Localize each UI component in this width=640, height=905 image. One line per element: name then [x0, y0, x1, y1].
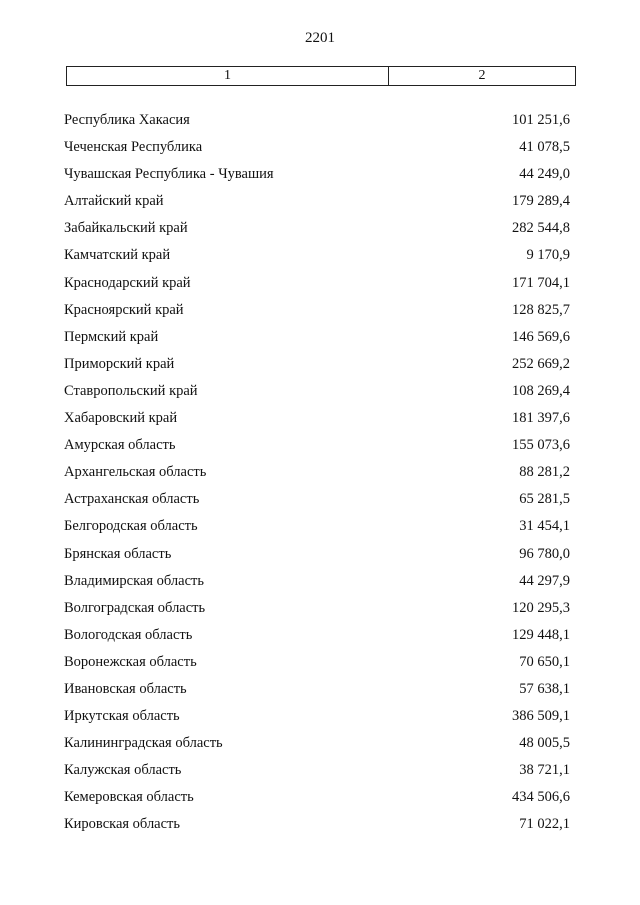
table-row — [0, 381, 640, 408]
region-name: Забайкальский край — [64, 220, 188, 237]
region-name: Ставропольский край — [64, 382, 198, 399]
region-name: Кемеровская область — [64, 789, 194, 806]
table-column-header — [66, 66, 576, 86]
region-value: 57 638,1 — [519, 680, 570, 697]
region-value: 44 297,9 — [519, 572, 570, 589]
region-name: Хабаровский край — [64, 410, 178, 427]
region-name: Астраханская область — [64, 491, 200, 508]
table-row — [0, 245, 640, 272]
table-row — [0, 516, 640, 543]
region-name: Волгоградская область — [64, 599, 206, 616]
region-value: 146 569,6 — [512, 328, 570, 345]
table-row — [0, 733, 640, 760]
region-name: Калужская область — [64, 762, 182, 779]
region-value: 434 506,6 — [512, 789, 570, 806]
table-row — [0, 273, 640, 300]
region-value: 31 454,1 — [519, 518, 570, 535]
table-row — [0, 652, 640, 679]
region-value: 44 249,0 — [519, 166, 570, 183]
table-row — [0, 679, 640, 706]
region-name: Республика Хакасия — [64, 112, 190, 128]
region-name: Брянская область — [64, 545, 172, 562]
region-name: Амурская область — [64, 437, 176, 454]
region-name: Красноярский край — [64, 301, 184, 318]
table-row — [0, 760, 640, 787]
table-row — [0, 571, 640, 598]
table-row — [0, 435, 640, 462]
column-header-2: 2 — [478, 68, 486, 83]
region-value: 70 650,1 — [519, 653, 570, 670]
region-name: Краснодарский край — [64, 274, 191, 291]
table-row — [0, 164, 640, 191]
table-row — [0, 218, 640, 245]
table-row — [0, 787, 640, 814]
region-name: Чеченская Республика — [64, 139, 203, 156]
table-row — [0, 300, 640, 327]
region-value: 71 022,1 — [519, 816, 570, 833]
table-row — [0, 706, 640, 733]
region-value: 252 669,2 — [512, 355, 570, 372]
region-name: Кировская область — [64, 816, 181, 833]
region-value: 9 170,9 — [526, 247, 570, 264]
table-row — [0, 598, 640, 625]
region-value: 120 295,3 — [512, 599, 570, 616]
column-header-1: 1 — [67, 67, 389, 85]
region-value: 41 078,5 — [519, 139, 570, 156]
table-row — [0, 408, 640, 435]
region-name: Ивановская область — [64, 680, 187, 697]
table-row — [0, 110, 640, 137]
table-row — [0, 462, 640, 489]
region-name: Калининградская область — [64, 735, 223, 752]
region-value: 128 825,7 — [512, 301, 570, 318]
region-value: 386 509,1 — [512, 708, 570, 725]
region-name: Приморский край — [64, 355, 175, 372]
table-row — [0, 625, 640, 652]
region-value: 155 073,6 — [512, 437, 570, 454]
region-name: Архангельская область — [64, 464, 207, 481]
region-name: Воронежская область — [64, 653, 197, 670]
region-value: 96 780,0 — [519, 545, 570, 562]
page-number: 2201 — [305, 30, 335, 46]
region-name: Белгородская область — [64, 518, 198, 535]
table-row — [0, 814, 640, 841]
region-value: 101 251,6 — [512, 112, 570, 128]
region-name: Алтайский край — [64, 193, 164, 210]
table-row — [0, 137, 640, 164]
region-value: 129 448,1 — [512, 626, 570, 643]
region-name: Иркутская область — [64, 708, 180, 725]
region-value: 108 269,4 — [512, 382, 570, 399]
table-row — [0, 191, 640, 218]
region-value: 179 289,4 — [512, 193, 570, 210]
region-value: 38 721,1 — [519, 762, 570, 779]
region-name: Чувашская Республика - Чувашия — [64, 166, 274, 183]
region-name: Пермский край — [64, 328, 159, 345]
region-value: 282 544,8 — [512, 220, 570, 237]
region-name: Вологодская область — [64, 626, 193, 643]
region-value: 88 281,2 — [519, 464, 570, 481]
table-body — [0, 110, 640, 842]
region-name: Камчатский край — [64, 247, 171, 264]
table-row — [0, 327, 640, 354]
region-name: Владимирская область — [64, 572, 204, 589]
table-row — [0, 354, 640, 381]
region-value: 65 281,5 — [519, 491, 570, 508]
region-value: 181 397,6 — [512, 410, 570, 427]
table-row — [0, 489, 640, 516]
region-value: 48 005,5 — [519, 735, 570, 752]
table-row — [0, 544, 640, 571]
region-value: 171 704,1 — [512, 274, 570, 291]
